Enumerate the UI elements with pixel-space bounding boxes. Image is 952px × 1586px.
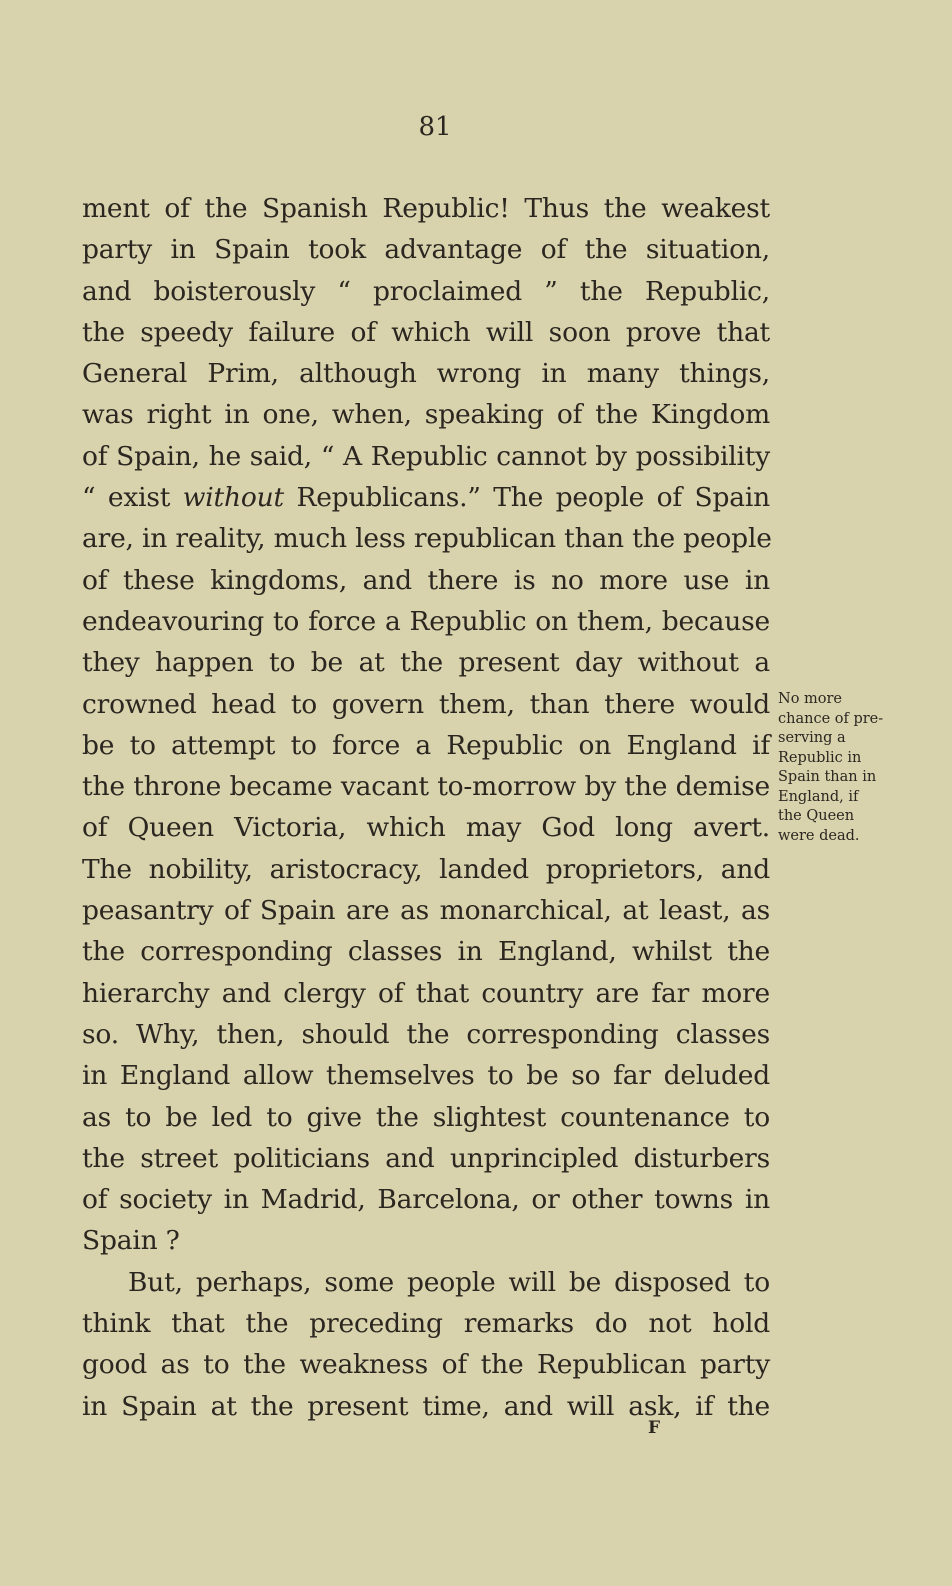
text-line: think that the preceding remarks do not hold [82, 1308, 770, 1340]
text-line: the throne became vacant to-morrow by the demise [82, 771, 770, 803]
text-line: so. Why, then, should the corresponding classes [82, 1018, 770, 1050]
text-line: in Spain at the present time, and will ask, if the [82, 1390, 770, 1422]
text-line: endeavouring to force a Republic on them, because [82, 605, 770, 637]
text-line: they happen to be at the present day without a [82, 647, 770, 679]
text-line: crowned head to govern them, than there would [82, 688, 770, 720]
text-line: “ exist without Republicans.” The people of Spain [82, 482, 770, 514]
margin-note [778, 690, 918, 846]
text-line: in England allow themselves to be so far deluded [82, 1060, 770, 1092]
margin-note-line: Republic in [778, 749, 862, 766]
text-line: the speedy failure of which will soon prove that [82, 316, 770, 348]
body-text [82, 188, 770, 1427]
margin-note-line: were dead. [778, 827, 860, 844]
text-line: good as to the weakness of the Republican party [82, 1349, 770, 1381]
text-line: of Spain, he said, “ A Republic cannot by possibility [82, 440, 770, 472]
text-line: and boisterously “ proclaimed ” the Republic, [82, 275, 770, 307]
text-line: of society in Madrid, Barcelona, or other towns in [82, 1184, 770, 1216]
text-line: the street politicians and unprincipled disturbers [82, 1142, 770, 1174]
text-line: as to be led to give the slightest countenance to [82, 1101, 770, 1133]
text-line: of Queen Victoria, which may God long avert. [82, 812, 770, 844]
text-line: But, perhaps, some people will be disposed to [128, 1266, 770, 1298]
margin-note-line: Spain than in [778, 769, 877, 785]
margin-note-line: serving a [778, 730, 846, 746]
margin-note-line: England, if [778, 788, 859, 805]
italic-word: without [182, 482, 284, 514]
text-line: The nobility, aristocracy, landed proprietors, and [82, 853, 770, 885]
text-line: be to attempt to force a Republic on England if [82, 729, 770, 761]
margin-note-line: the Queen [778, 808, 855, 824]
page-number: 81 [418, 112, 452, 142]
text-line: peasantry of Spain are as monarchical, at least, as [82, 895, 770, 927]
text-line: General Prim, although wrong in many things, [82, 358, 770, 390]
signature-mark: F [648, 1418, 661, 1438]
text-line: are, in reality, much less republican than the people [82, 523, 772, 555]
text-line: of these kingdoms, and there is no more use in [82, 564, 770, 596]
text-line: party in Spain took advantage of the situation, [82, 234, 770, 266]
text-line: the corresponding classes in England, whilst the [82, 936, 770, 968]
margin-note-line: No more [778, 691, 843, 707]
text-line: ment of the Spanish Republic! Thus the weakest [82, 193, 770, 224]
margin-note-line: chance of pre- [778, 710, 884, 727]
text-line: Spain ? [82, 1225, 180, 1257]
text-line: hierarchy and clergy of that country are far more [82, 977, 770, 1009]
text-line: was right in one, when, speaking of the Kingdom [82, 399, 770, 431]
